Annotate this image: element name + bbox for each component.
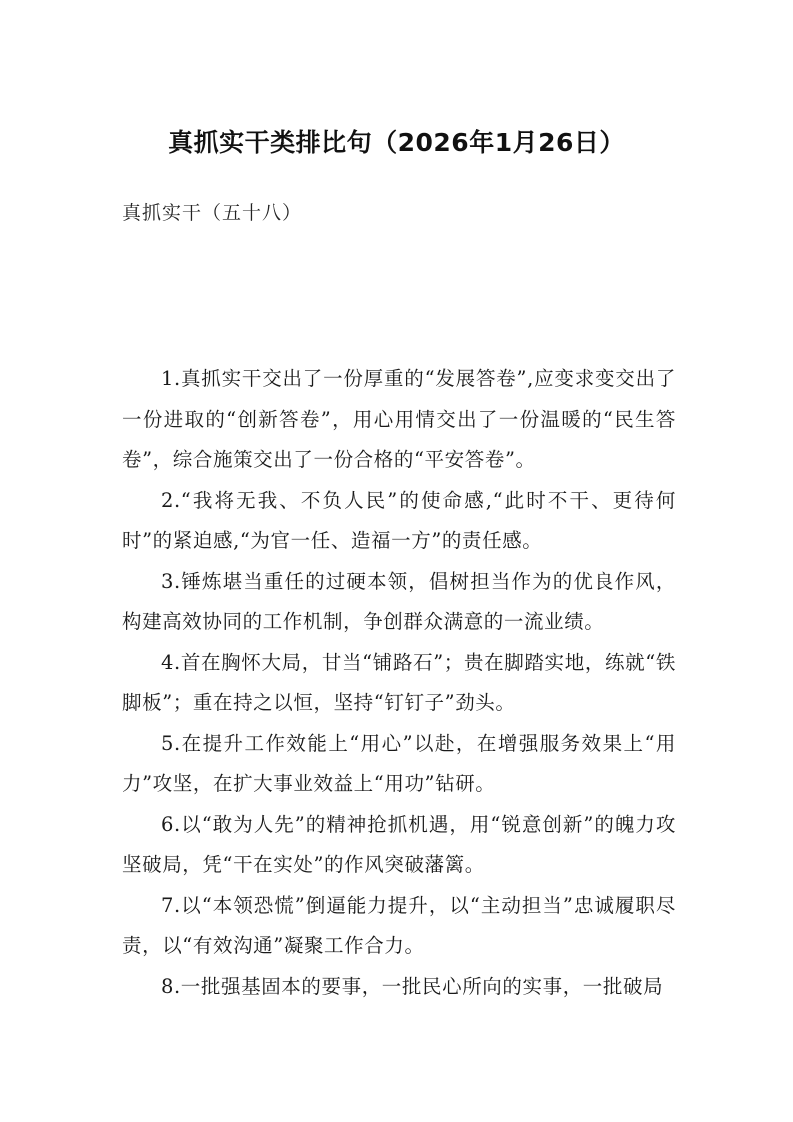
paragraph-2: 2.“我将无我、不负人民”的使命感,“此时不干、更待何时”的紧迫感,“为官一任、造福一方”的责任感。	[122, 488, 676, 552]
document-title: 真抓实干类排比句（2026年1月26日）	[168, 128, 625, 157]
paragraph-7: 7.以“本领恐慌”倒逼能力提升，以“主动担当”忠诚履职尽责，以“有效沟通”凝聚工作合力。	[122, 893, 676, 957]
paragraph-6: 6.以“敢为人先”的精神抢抓机遇，用“锐意创新”的魄力攻坚破局，凭“干在实处”的作风突破藩篱。	[122, 812, 676, 876]
paragraph-3: 3.锤炼堪当重任的过硬本领，倡树担当作为的优良作风，构建高效协同的工作机制，争创群众满意的一流业绩。	[122, 569, 676, 633]
document-body	[122, 359, 676, 1007]
paragraph-5: 5.在提升工作效能上“用心”以赴，在增强服务效果上“用力”攻坚，在扩大事业效益上“用功”钻研。	[122, 731, 676, 795]
paragraph-8: 8.一批强基固本的要事，一批民心所向的实事，一批破局	[161, 974, 664, 998]
document-subtitle: 真抓实干（五十八）	[122, 202, 303, 224]
paragraph-4: 4.首在胸怀大局，甘当“铺路石”；贵在脚踏实地，练就“铁脚板”；重在持之以恒，坚持“钉钉子”劲头。	[122, 650, 676, 714]
paragraph-1: 1.真抓实干交出了一份厚重的“发展答卷”,应变求变交出了一份进取的“创新答卷”，用心用情交出了一份温暖的“民生答卷”，综合施策交出了一份合格的“平安答卷”。	[122, 367, 676, 471]
